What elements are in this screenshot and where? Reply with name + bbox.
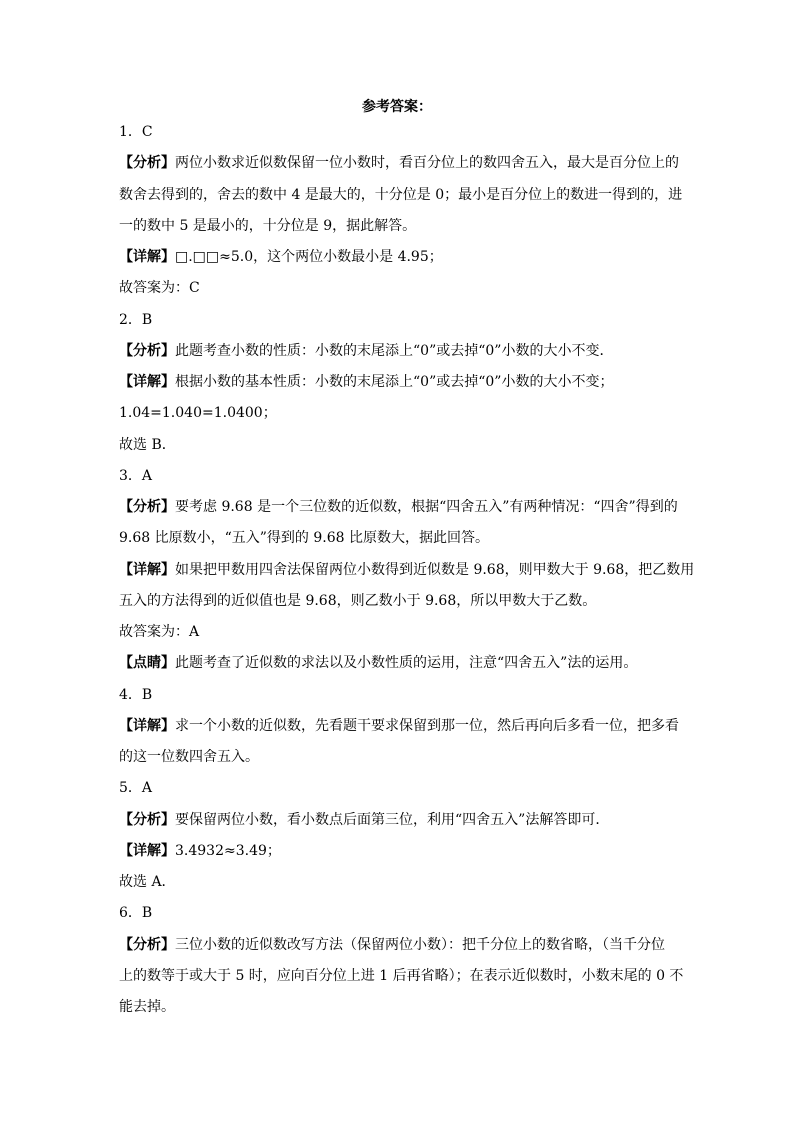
line-text: 此题考查小数的性质：小数的末尾添上“0”或去掉“0”小数的大小不变． [175,342,614,359]
text-line [119,997,679,1017]
text-line [119,810,679,830]
section-tag: 【分析】 [119,811,175,828]
section-tag: 【点睛】 [119,655,175,672]
text-line [119,716,679,736]
text-line [119,247,679,267]
text-line [119,122,679,142]
line-text: 根据小数的基本性质：小数的末尾添上“0”或去掉“0”小数的大小不变； [175,374,614,390]
line-text: 1.04=1.040=1.0400； [119,405,277,422]
text-line [119,185,683,205]
line-text: 要保留两位小数，看小数点后面第三位，利用“四舍五入”法解答即可． [175,811,610,828]
text-line [119,278,679,298]
text-line [119,903,679,923]
text-line [119,528,679,548]
text-line [119,778,679,798]
line-text: 两位小数求近似数保留一位小数时，看百分位上的数四舍五入，最大是百分位上的 [175,155,679,172]
section-tag: 【详解】 [119,717,175,734]
line-text: 故选 A． [119,874,176,890]
text-line [119,935,679,955]
section-tag: 【分析】 [119,155,175,172]
section-tag: 【详解】 [119,561,175,578]
line-text: 要考虑 9.68 是一个三位数的近似数，根据“四舍五入”有两种情况：“四舍”得到的 [175,499,678,515]
line-text: 故答案为：C [119,280,200,297]
line-text: 此题考查了近似数的求法以及小数性质的运用，注意“四舍五入”法的运用。 [175,655,638,672]
line-text: 上的数等于或大于 5 时，应向百分位上进 1 后再省略）；在表示近似数时，小数末尾的 0 不 [119,967,684,984]
text-line [119,560,695,580]
text-line [119,497,679,517]
text-line [119,872,679,892]
text-line [119,341,679,361]
text-line [119,841,679,861]
section-tag: 【详解】 [119,374,175,390]
section-tag: 【详解】 [119,249,175,265]
line-text: 故选 B． [119,436,176,453]
text-line [119,685,679,705]
page-title: 参考答案： [362,99,432,115]
section-tag: 【分析】 [119,499,175,515]
line-text: 的这一位数四舍五入。 [119,749,259,765]
text-line [119,153,679,173]
section-tag: 【分析】 [119,342,175,359]
line-text: 3．A [119,467,153,484]
text-line [119,653,679,673]
text-line [119,966,684,986]
line-text: 3.4932≈3.49； [175,842,281,859]
line-text: 数舍去得到的，舍去的数中 4 是最大的，十分位是 0；最小是百分位上的数进一得到的，进 [119,186,683,203]
line-text: 一的数中 5 是最小的，十分位是 9，据此解答。 [119,217,417,234]
line-text: 4．B [119,686,153,703]
line-text: 如果把甲数用四舍法保留两位小数得到近似数是 9.68，则甲数大于 9.68，把乙数用 [175,561,695,578]
section-tag: 【详解】 [119,842,175,859]
text-line [119,591,679,611]
line-text: 9.68 比原数小，“五入”得到的 9.68 比原数大，据此回答。 [119,530,490,547]
text-line [119,747,679,767]
line-text: 求一个小数的近似数，先看题干要求保留到那一位，然后再向后多看一位，把多看 [175,717,679,734]
line-text: 五入的方法得到的近似值也是 9.68，则乙数小于 9.68，所以甲数大于乙数。 [119,592,597,609]
text-line [119,403,679,423]
text-line [119,216,679,236]
section-tag: 【分析】 [119,936,175,953]
line-text: 6．B [119,905,153,922]
line-text: 三位小数的近似数改写方法（保留两位小数）：把千分位上的数省略，（当千分位 [175,936,665,953]
text-line [119,622,679,642]
line-text: 故答案为：A [119,624,200,640]
line-text: □.□□≈5.0，这个两位小数最小是 4.95； [175,249,443,265]
text-line [119,466,679,486]
text-line [119,372,679,392]
line-text: 1．C [119,124,153,140]
text-line [119,435,679,455]
line-text: 2．B [119,311,153,328]
line-text: 5．A [119,780,153,797]
text-line [119,310,679,330]
line-text: 能去掉。 [119,999,175,1015]
